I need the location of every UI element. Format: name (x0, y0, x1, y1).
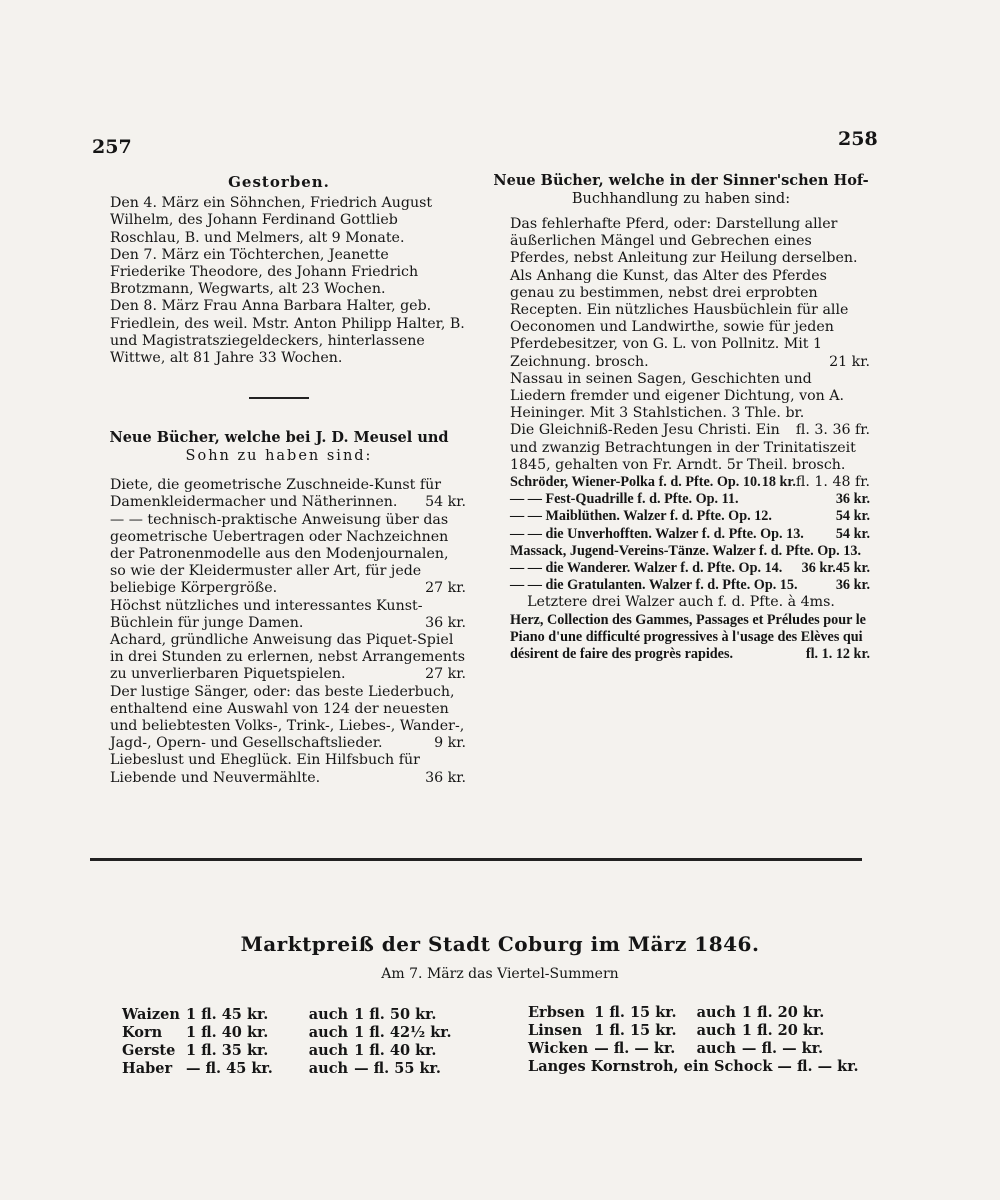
music-entry (492, 508, 870, 525)
price-from: — fl. 45 kr. (185, 1060, 273, 1077)
book-entry (92, 684, 466, 753)
price-to: 1 fl. 40 kr. (354, 1042, 437, 1059)
music-text: Schröder, Wiener-Polka f. d. Pfte. Op. 10. (510, 474, 761, 491)
music-price: 36 kr. (835, 491, 870, 508)
music-text: — — die Gratulanten. Walzer f. d. Pfte. Op. 15. (510, 577, 798, 594)
price-sep: auch (308, 1024, 349, 1041)
table-row (122, 1042, 458, 1060)
book-entry (92, 512, 466, 598)
price-sep: auch (308, 1042, 349, 1059)
meusel-books-heading-line2: Sohn zu haben sind: (185, 448, 373, 465)
book-entry (492, 370, 870, 439)
market-subtitle: Am 7. März das Viertel-Summern (381, 966, 619, 982)
sinner-books-heading: Neue Bücher, welche in der Sinner'schen Hof- (493, 172, 869, 189)
price-to: 1 fl. 20 kr. (741, 1004, 825, 1021)
page-number-left: 257 (92, 136, 132, 158)
meusel-books-heading: Neue Bücher, welche bei J. D. Meusel und (109, 429, 449, 447)
left-column (92, 174, 466, 787)
death-entry: Den 7. März ein Töchterchen, Jeanette Friederike Theodore, des Johann Friedrich Brotzmann, Wegwarts, alt 23 Wochen. (110, 246, 419, 298)
music-price: 36 kr. (801, 560, 836, 577)
death-entry: Den 8. März Frau Anna Barbara Halter, geb. Friedlein, des weil. Mstr. Anton Philipp Halter, B. und Magistratsziegeldeckers, hinterlassene Wittwe, alt 81 Jahre 33 Wochen. (110, 298, 465, 367)
meusel-books-list (92, 477, 466, 787)
deaths-heading: Gestorben. (228, 173, 330, 191)
book-entry (92, 752, 466, 786)
book-text: Das fehlerhafte Pferd, oder: Darstellung aller äußerlichen Mängel und Gebrechen eines Pferdes, nebst Anleitung zur Heilung derselben. Als Anhang die Kunst, das Alter des Pferdes genau zu bestimmen, nebst drei erprobten Recepten. Ein nützliches Hausbüchlein für alle Oeconomen und Landwirthe, sowie für jeden Pferdebesitzer, von G. L. von Pollnitz. Mit 1 Zeichnung. brosch. (510, 216, 858, 370)
market-title: Marktpreiß der Stadt Coburg im März 1846. (240, 932, 760, 956)
book-text: Liebeslust und Eheglück. Ein Hilfsbuch für Liebende und Neuvermählte. (110, 752, 420, 786)
waltz-note: Letztere drei Walzer auch f. d. Pfte. à 4ms. (527, 594, 835, 611)
death-entry: Den 4. März ein Söhnchen, Friedrich August Wilhelm, des Johann Ferdinand Gottlieb Roschlau, B. und Melmers, alt 9 Monate. (110, 195, 433, 246)
legume-name: Linsen (528, 1022, 583, 1039)
price-sep: auch (308, 1006, 349, 1023)
table-row (528, 1040, 830, 1058)
section-divider (249, 397, 309, 399)
legume-name: Wicken (528, 1040, 589, 1057)
book-text: Höchst nützliches und interessantes Kunst-Büchlein für junge Damen. (110, 597, 423, 631)
book-price: 36 kr. (425, 769, 466, 786)
book-text: — — technisch-praktische Anweisung über das geometrische Uebertragen oder Nachzeichnen der Patronenmodelle aus den Modenjournalen, so wie der Kleidermuster aller Art, für jede beliebige Körpergröße. (110, 511, 449, 597)
price-sep: auch (308, 1060, 349, 1077)
page-rule (90, 858, 862, 861)
music-entry (492, 526, 870, 543)
music-price: 36 kr. (835, 577, 870, 594)
sinner-books-heading-line2: Buchhandlung zu haben sind: (571, 191, 791, 207)
book-price: 36 kr. (425, 614, 466, 631)
price-to: 1 fl. 20 kr. (741, 1022, 825, 1039)
grain-name: Haber (122, 1060, 173, 1077)
herz-text: Herz, Collection des Gammes, Passages et Préludes pour le Piano d'une difficulté progressives à l'usage des Elèves qui désirent de faire des progrès rapides. (510, 611, 866, 663)
book-text: Nassau in seinen Sagen, Geschichten und Liedern fremder und eigener Dichtung, von A. Heininger. Mit 3 Stahlstichen. 3 Thle. br. (510, 370, 845, 422)
table-row (122, 1060, 458, 1078)
price-from: 1 fl. 15 kr. (594, 1004, 677, 1021)
grain-name: Korn (122, 1024, 163, 1041)
book-entry (92, 598, 466, 632)
market-table-grains (122, 1006, 458, 1078)
book-price: 54 kr. (425, 494, 466, 511)
right-column (492, 172, 870, 663)
book-price: fl. 3. 36 fr. (795, 422, 870, 439)
book-price: 27 kr. (425, 666, 466, 683)
table-row (122, 1024, 458, 1042)
book-price: fl. 1. 48 fr. (795, 474, 870, 491)
book-price: 9 kr. (434, 735, 466, 752)
music-text: — — Maiblüthen. Walzer f. d. Pfte. Op. 12. (510, 508, 772, 525)
price-to: — fl. 55 kr. (354, 1060, 441, 1077)
music-entry (492, 577, 870, 594)
book-entry (92, 632, 466, 684)
grain-name: Gerste (122, 1042, 176, 1059)
price-from: 1 fl. 40 kr. (185, 1024, 269, 1041)
music-price: 54 kr. (835, 525, 870, 542)
herz-entry (492, 612, 870, 664)
music-text: — — Fest-Quadrille f. d. Pfte. Op. 11. (510, 491, 739, 508)
music-price: 45 kr. (835, 560, 870, 577)
music-text: — — die Wanderer. Walzer f. d. Pfte. Op. 14. (510, 560, 783, 577)
music-text: — — die Unverhofften. Walzer f. d. Pfte. Op. 13. (510, 525, 804, 542)
book-price: 27 kr. (425, 580, 466, 597)
book-text: Der lustige Sänger, oder: das beste Liederbuch, enthaltend eine Auswahl von 124 der neuesten und beliebtesten Volks-, Trink-, Liebes-, Wander-, Jagd-, Opern- und Gesellschaftslieder. (110, 683, 465, 752)
price-from: — fl. — kr. (594, 1040, 676, 1057)
price-sep: auch (696, 1004, 736, 1021)
music-entry (492, 491, 870, 508)
sinner-books-list (492, 216, 870, 663)
book-text: Diete, die geometrische Zuschneide-Kunst für Damenkleidermacher und Nätherinnen. (110, 477, 442, 511)
music-text: Massack, Jugend-Vereins-Tänze. Walzer f. d. Pfte. Op. 13. (510, 542, 861, 559)
legume-name: Erbsen (528, 1004, 585, 1021)
book-text: Die Gleichniß-Reden Jesu Christi. Ein und zwanzig Betrachtungen in der Trinitatiszeit 1845, gehalten von Fr. Arndt. 5r Theil. brosch. (510, 422, 856, 473)
straw-price: Langes Kornstroh, ein Schock — fl. — kr. (528, 1058, 859, 1075)
deaths-list (92, 195, 466, 367)
music-price: 54 kr. (835, 508, 870, 525)
music-price: 18 kr. (761, 474, 796, 491)
page-number-right: 258 (838, 128, 878, 150)
herz-price: fl. 1. 12 kr. (805, 646, 870, 663)
table-row (122, 1006, 458, 1024)
table-row (528, 1022, 830, 1040)
price-to: 1 fl. 50 kr. (354, 1006, 437, 1023)
price-to: — fl. — kr. (741, 1040, 824, 1057)
book-text: Achard, gründliche Anweisung das Piquet-Spiel in drei Stunden zu erlernen, nebst Arrangements zu unverlierbaren Piquetspielen. (110, 632, 465, 683)
table-row (528, 1004, 830, 1022)
grain-name: Waizen (122, 1006, 180, 1023)
book-entry (492, 216, 870, 371)
book-entry (92, 477, 466, 511)
market-table-legumes (528, 1004, 830, 1058)
book-price: 21 kr. (829, 353, 870, 370)
price-from: 1 fl. 15 kr. (594, 1022, 677, 1039)
price-sep: auch (696, 1022, 736, 1039)
price-to: 1 fl. 42½ kr. (354, 1024, 452, 1041)
music-entry (492, 560, 870, 577)
price-sep: auch (696, 1040, 736, 1057)
price-from: 1 fl. 35 kr. (185, 1042, 269, 1059)
price-from: 1 fl. 45 kr. (185, 1006, 269, 1023)
